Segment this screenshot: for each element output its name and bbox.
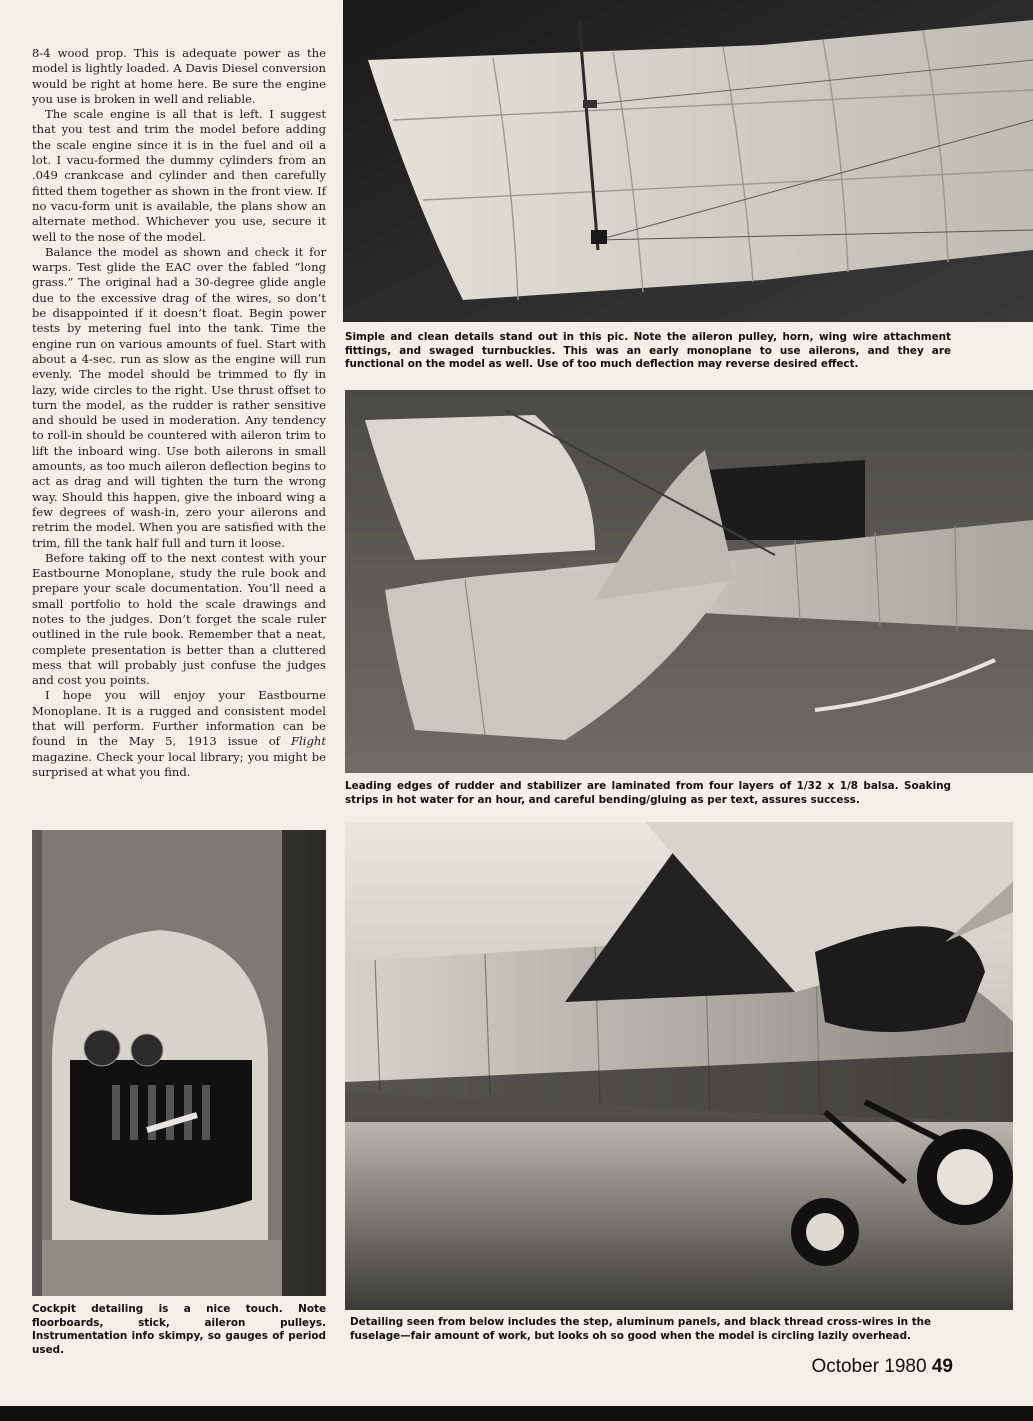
paragraph: Before taking off to the next contest with your Eastbourne Monoplane, study the rule book and prepare your scale documentation. You’ll need a small portfolio to hold the scale drawings and notes to the judges. Don’t forget the scale ruler outlined in the rule book. Remember that a neat, complete presentation is better than a cluttered mess that will probably just confuse the judges and cost you points. — [32, 550, 326, 688]
flight-magazine-title: Flight — [290, 734, 326, 749]
article-text-column — [32, 46, 326, 780]
wing-photo-illustration — [343, 0, 1033, 322]
paragraph-final — [32, 688, 326, 780]
paragraph: The scale engine is all that is left. I suggest that you test and trim the model before adding the scale engine since it is in the fuel and oil a lot. I vacu-formed the dummy cylinders from an .049 crankcase and cylinder and then carefully fitted them together as shown in the front view. If no vacu-form unit is available, the plans show an alternate method. Whichever you use, secure it well to the nose of the model. — [32, 107, 326, 244]
paragraph: Balance the model as shown and check it for warps. Test glide the EAC over the fabled “long grass.” The original had a 30-degree glide angle due to the excessive drag of the wires, so don’t be disappointed if it doesn’t float. Begin power tests by metering fuel into the tank. Time the engine run on various amounts of fuel. Start with about a 4-sec. run as slow as the engine will run evenly. The model should be trimmed to fly in lazy, wide circles to the right. Use thrust offset to turn the model, as the rudder is rather sensitive and should be used in moderation. Any tendency to roll-in should be countered with aileron trim to lift the inboard wing. Use both ailerons in small amounts, as too much aileron deflection begins to act as drag and will tighten the turn the wrong way. Should this happen, give the inboard wing a few degrees of wash-in, zero your ailerons and retrim the model. When you are satisfied with the trim, fill the tank half full and turn it loose. — [32, 244, 326, 550]
caption-wing: Simple and clean details stand out in this pic. Note the aileron pulley, horn, wing wire attachment fittings, and swaged turnbuckles. This was an early monoplane to use ailerons, and they are functional on the model as well. Use of too much deflection may reverse desired effect. — [345, 331, 951, 370]
photo-wing-detail — [343, 0, 1033, 322]
photo-underside-detail — [345, 822, 1013, 1310]
page-footer — [811, 1356, 953, 1378]
caption-underside: Detailing seen from below includes the step, aluminum panels, and black thread cross-wires in the fuselage—fair amount of work, but looks oh so good when the model is circling lazily overhead. — [350, 1316, 932, 1342]
cockpit-photo-illustration — [32, 830, 326, 1296]
paragraph: 8-4 wood prop. This is adequate power as the model is lightly loaded. A Davis Diesel conversion would be right at home here. Be sure the engine you use is broken in well and reliable. — [32, 46, 326, 106]
paragraph-final-a: I hope you will enjoy your Eastbourne Monoplane. It is a rugged and consistent model that will perform. Further information can be found in the May 5, 1913 issue of — [32, 688, 326, 749]
page-number: 49 — [931, 1356, 953, 1377]
photo-tail-detail — [345, 390, 1033, 773]
caption-tail: Leading edges of rudder and stabilizer are laminated from four layers of 1/32 x 1/8 balsa. Soaking strips in hot water for an hour, and careful bending/gluing as per text, assures success. — [345, 780, 951, 806]
scan-edge — [0, 1406, 1033, 1421]
paragraph-final-b: magazine. Check your local library; you might be surprised at what you find. — [32, 749, 326, 779]
caption-cockpit: Cockpit detailing is a nice touch. Note floorboards, stick, aileron pulleys. Instrumentation info skimpy, so gauges of period used. — [32, 1303, 326, 1356]
underside-photo-illustration — [345, 822, 1013, 1310]
photo-cockpit — [32, 830, 326, 1296]
tail-photo-illustration — [345, 390, 1033, 773]
issue-date: October 1980 — [811, 1356, 927, 1377]
